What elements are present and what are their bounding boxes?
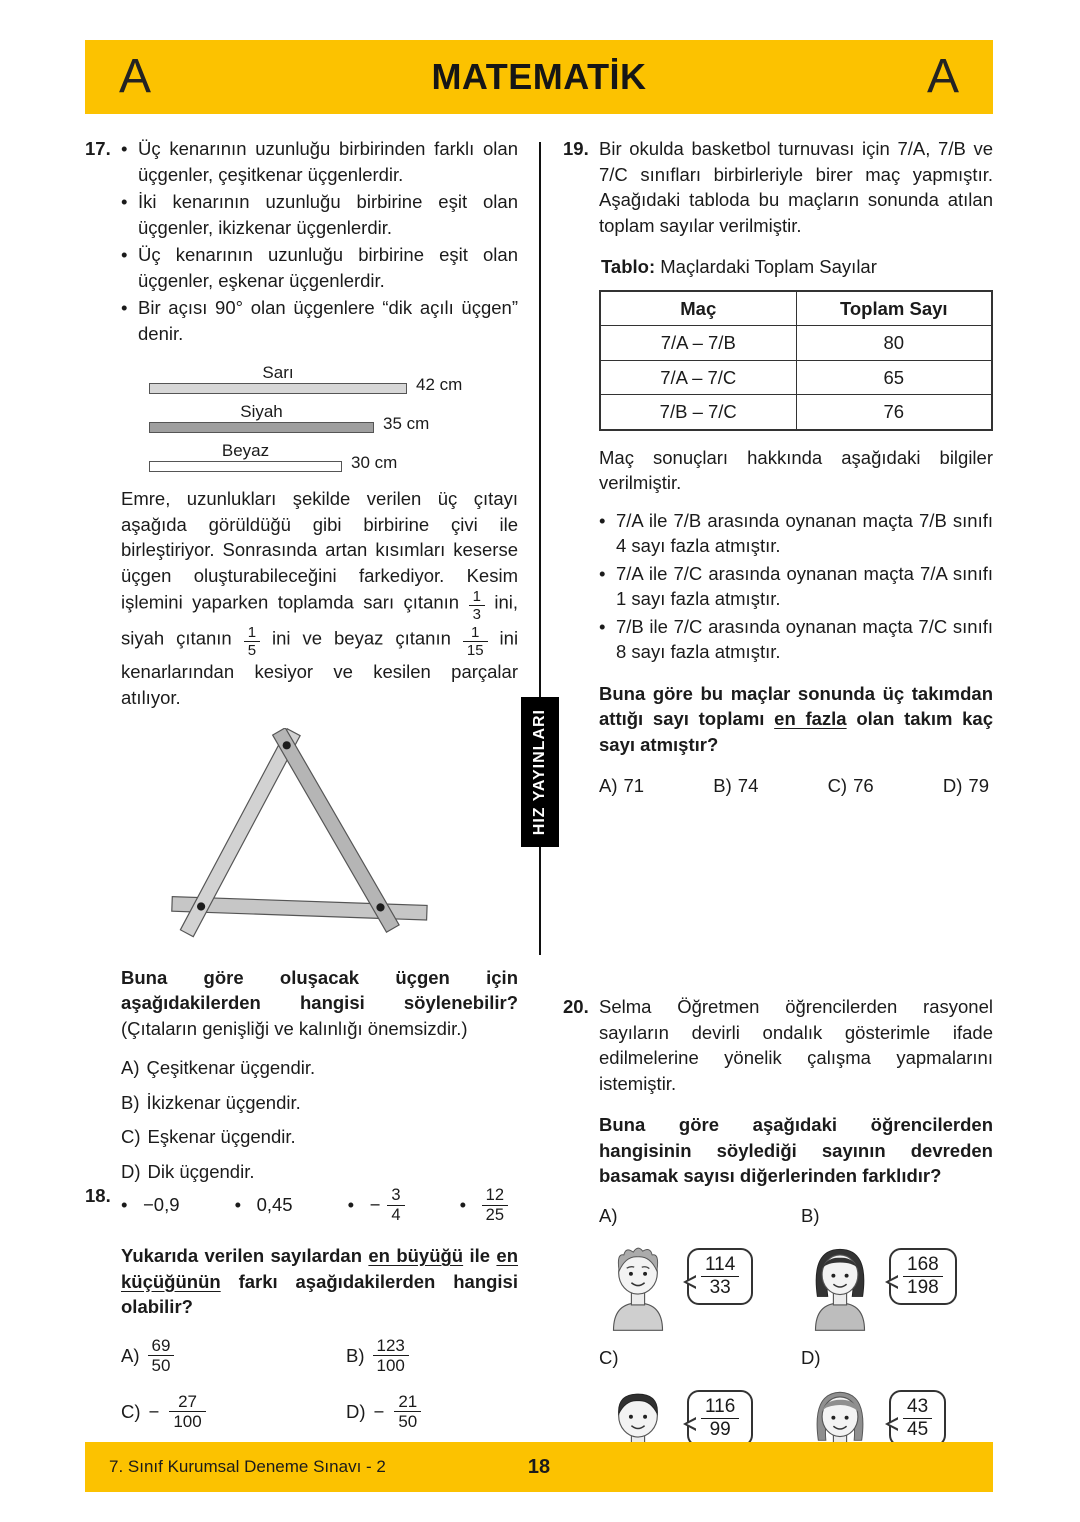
table-header-cell: Maç <box>600 291 796 326</box>
option-19-c <box>828 773 874 799</box>
option-letter: C) <box>121 1400 141 1422</box>
speech-bubble <box>889 1248 957 1305</box>
student-option-b <box>801 1203 993 1331</box>
fraction-one-fifteenth: $\frac{1}{15}$ <box>463 624 488 660</box>
option-19-b <box>713 773 758 799</box>
subject-title: MATEMATİK <box>431 56 647 97</box>
nail-dot-left <box>197 902 205 910</box>
value-text: −0,9 <box>143 1194 180 1216</box>
table-cell: 7/A – 7/B <box>600 326 796 361</box>
bullet-marker: • <box>121 191 128 212</box>
bullet-marker: • <box>234 1194 242 1216</box>
option-text: 74 <box>737 775 759 796</box>
bullet-marker: • <box>121 297 128 318</box>
table-cell: 76 <box>796 395 992 430</box>
option-letter: B) <box>121 1091 140 1113</box>
bullet-marker: • <box>599 562 606 584</box>
underlined-text: en büyüğü <box>368 1245 464 1266</box>
exam-name: 7. Sınıf Kurumsal Deneme Sınavı - 2 <box>109 1457 386 1476</box>
option-text: İkizkenar üçgendir. <box>146 1091 301 1113</box>
question-17 <box>85 136 518 1193</box>
student-avatar-girl-dark-bob-icon <box>807 1243 873 1331</box>
stick-length: 42 cm <box>416 375 463 394</box>
bullet-marker: • <box>121 1194 128 1216</box>
value-item <box>348 1186 405 1225</box>
value-text: 0,45 <box>256 1194 293 1216</box>
fraction: $\frac{69}{50}$ <box>148 1336 175 1376</box>
fraction: $\frac{116}{99}$ <box>701 1396 739 1441</box>
option-19-d <box>943 773 989 799</box>
option-letter: A) <box>599 775 618 796</box>
question-20-text <box>599 1112 993 1189</box>
nail-dot-right <box>376 903 384 911</box>
fraction-one-third: $\frac{1}{3}$ <box>469 588 485 624</box>
minus-sign: − <box>148 1400 160 1422</box>
info-bullet <box>121 242 518 293</box>
triangle-sticks-svg <box>149 728 459 942</box>
stick-label: Beyaz <box>221 441 270 460</box>
option-17-a <box>121 1055 518 1081</box>
option-17-b <box>121 1090 518 1116</box>
question-17-number: 17. <box>85 138 111 159</box>
text-segment: Bir açısı 90° olan üçgenlere “dik açılı üçgen” denir. <box>138 297 518 344</box>
fraction: $\frac{12}{25}$ <box>482 1186 508 1225</box>
fraction: $\frac{168}{198}$ <box>903 1254 943 1299</box>
option-18-d <box>346 1392 518 1432</box>
table-row <box>600 360 992 395</box>
bullet-marker: • <box>459 1194 467 1216</box>
right-column <box>563 136 994 1440</box>
question-18-text <box>121 1243 518 1320</box>
text-segment: farkı aşağıdakilerden hangisi olabilir? <box>121 1270 518 1317</box>
option-letter: C) <box>121 1126 141 1147</box>
info-bullet <box>121 189 518 240</box>
text-segment: Yukarıda verilen sayılardan <box>121 1245 363 1266</box>
question-17-text <box>121 965 518 1042</box>
question-19-text <box>599 681 993 758</box>
table-row <box>600 326 992 361</box>
option-17-c <box>121 1124 518 1150</box>
table-title-label: Tablo: <box>601 256 656 277</box>
underlined-text: en fazla <box>774 708 847 729</box>
fraction-one-fifth: $\frac{1}{5}$ <box>244 624 260 660</box>
match-scores-table <box>599 290 993 431</box>
info-bullet <box>599 614 993 665</box>
question-19-intro: Bir okulda basketbol turnuvası için 7/A, 7/B ve 7/C sınıfları birbirleriyle birer maç yapmıştır. Aşağıdaki tabloda bu maçların sonunda atılan toplam sayılar verilmiştir. <box>599 138 993 236</box>
question-19-subtext: Maç sonuçları hakkında aşağıdaki bilgiler verilmiştir. <box>599 446 993 493</box>
table-row <box>600 395 992 430</box>
question-18-number: 18. <box>85 1185 111 1206</box>
booklet-letter-left: A <box>119 50 152 103</box>
text-segment: olan takım kaç sayı atmıştır? <box>599 708 994 755</box>
option-18-c <box>121 1392 346 1432</box>
question-17-note: (Çıtaların genişliği ve kalınlığı önemsizdir.) <box>121 1017 468 1039</box>
minus-sign: − <box>373 1400 385 1422</box>
table-header-cell: Toplam Sayı <box>796 291 992 326</box>
text-segment: 7/A ile 7/C arasında oynanan maçta 7/A sınıfı 1 sayı fazla atmıştır. <box>616 562 993 609</box>
question-19-number: 19. <box>563 138 589 159</box>
option-letter: B) <box>346 1344 365 1366</box>
value-item <box>235 1192 293 1218</box>
option-18-b <box>346 1336 518 1376</box>
option-letter: D) <box>942 775 963 796</box>
stick-row-siyah <box>149 401 518 433</box>
question-19-bullets <box>599 508 993 665</box>
text-segment: Buna göre aşağıdaki öğrencilerden hangisinin söylediği sayının devreden basamak sayısı diğerlerinden farklıdır? <box>599 1114 993 1186</box>
table-cell: 7/A – 7/C <box>600 360 796 395</box>
text-segment: Üç kenarının uzunluğu birbirinden farklı olan üçgenler, çeşitkenar üçgenlerdir. <box>138 138 518 185</box>
table-cell: 65 <box>796 360 992 395</box>
option-letter: D) <box>121 1160 141 1182</box>
table-cell: 80 <box>796 326 992 361</box>
option-text: 76 <box>853 775 874 796</box>
fraction: $\frac{3}{4}$ <box>387 1186 404 1225</box>
stick-label: Sarı <box>262 363 294 382</box>
option-letter: B) <box>713 775 732 796</box>
info-bullet <box>599 508 993 559</box>
stick-bar-sari <box>149 383 407 394</box>
option-letter: C) <box>827 775 848 796</box>
stick-bar-siyah <box>149 422 374 433</box>
text-segment: ini kenarlarından kesiyor ve kesilen parçalar atılıyor. <box>121 626 519 708</box>
fraction: $\frac{21}{50}$ <box>394 1392 421 1432</box>
publisher-logo-text: HIZ YAYINLARI <box>531 708 548 836</box>
option-letter: D) <box>801 1346 821 1368</box>
booklet-letter-right: A <box>926 50 959 103</box>
minus-sign: − <box>369 1194 381 1216</box>
publisher-logo <box>521 697 559 847</box>
option-18-a <box>121 1336 346 1376</box>
stick-bar-beyaz <box>149 461 342 472</box>
table-title <box>601 254 993 280</box>
text-segment: 7/B ile 7/C arasında oynanan maçta 7/C sınıfı 8 sayı fazla atmıştır. <box>616 615 993 662</box>
nail-dot-top <box>283 741 291 749</box>
bullet-marker: • <box>347 1194 355 1216</box>
text-segment: ini ve beyaz çıtanın <box>272 626 451 648</box>
text-segment: Buna göre oluşacak üçgen için aşağıdakilerden hangisi söylenebilir? <box>121 966 518 1013</box>
triangle-sticks-figure <box>149 728 518 949</box>
bullet-marker: • <box>599 509 606 531</box>
option-text: Eşkenar üçgendir. <box>147 1126 296 1147</box>
fraction: $\frac{114}{33}$ <box>701 1254 739 1299</box>
fraction: $\frac{123}{100}$ <box>373 1336 409 1376</box>
option-letter: A) <box>121 1344 140 1366</box>
student-avatar-boy-light-hair-icon <box>605 1243 671 1331</box>
option-17-d <box>121 1159 518 1185</box>
question-19-options <box>599 773 993 799</box>
table-cell: 7/B – 7/C <box>600 395 796 430</box>
text-segment: Üç kenarının uzunluğu birbirine eşit olan üçgenler, eşkenar üçgenlerdir. <box>138 244 518 291</box>
option-letter: B) <box>801 1204 820 1226</box>
text-segment: 7/A ile 7/B arasında oynanan maçta 7/B sınıfı 4 sayı fazla atmıştır. <box>616 509 993 556</box>
speech-bubble <box>687 1248 753 1305</box>
student-option-a <box>599 1203 791 1331</box>
question-17-paragraph <box>121 486 518 710</box>
info-bullet <box>121 295 518 346</box>
underlined-text: en küçüğünün <box>121 1245 519 1292</box>
bullet-marker: • <box>599 615 606 637</box>
option-19-a <box>599 773 644 799</box>
option-letter: C) <box>599 1346 619 1368</box>
question-20 <box>563 994 993 1473</box>
bullet-marker: • <box>121 138 128 159</box>
speech-bubble <box>687 1390 753 1447</box>
speech-bubble <box>889 1390 946 1447</box>
text-segment: ile <box>469 1245 491 1266</box>
value-item <box>121 1192 180 1218</box>
option-letter: A) <box>121 1057 140 1078</box>
stick-row-sari <box>149 362 518 394</box>
page-header <box>85 40 993 114</box>
text-segment: Buna göre bu maçlar sonunda üç takımdan attığı sayı toplamı <box>599 682 993 729</box>
option-text: Çeşitkenar üçgendir. <box>146 1057 316 1078</box>
text-segment: ini, siyah çıtanın <box>121 591 519 648</box>
question-20-number: 20. <box>563 996 589 1017</box>
page-footer <box>85 1442 993 1492</box>
question-17-options <box>121 1055 518 1184</box>
bullet-marker: • <box>121 244 128 265</box>
fraction: $\frac{27}{100}$ <box>169 1392 205 1432</box>
text-segment: İki kenarının uzunluğu birbirine eşit olan üçgenler, ikizkenar üçgenlerdir. <box>138 191 518 238</box>
stick-label: Siyah <box>240 402 283 421</box>
stick-length: 30 cm <box>351 453 398 472</box>
question-20-options <box>599 1203 993 1473</box>
table-title-text: Maçlardaki Toplam Sayılar <box>660 256 877 277</box>
option-letter: A) <box>599 1204 618 1226</box>
stick-row-beyaz <box>149 440 518 472</box>
info-bullet <box>121 136 518 187</box>
text-segment: Emre, uzunlukları şekilde verilen üç çıtayı aşağıda görüldüğü gibi birbirine çivi ile birleştiriyor. Sonrasında artan kısımları keserse üçgen oluşturabileceğini farkediyor. Kesim işlemini yaparken toplamda sarı çıtanın <box>121 488 518 613</box>
stick-lengths-figure <box>149 362 518 472</box>
question-20-intro: Selma Öğretmen öğrencilerden rasyonel sayıların devirli ondalık gösterimle ifade edilmelerine yönelik çalışma yapmalarını istemiştir. <box>599 996 993 1094</box>
question-18-options <box>121 1336 518 1432</box>
fraction: $\frac{43}{45}$ <box>903 1396 932 1441</box>
left-column <box>85 136 519 1432</box>
option-text: 79 <box>968 775 989 796</box>
question-19 <box>563 136 993 799</box>
table-header-row <box>600 291 992 326</box>
question-18 <box>85 1183 518 1432</box>
value-item <box>460 1186 508 1225</box>
stick-length: 35 cm <box>383 414 430 433</box>
question-18-number-list <box>121 1183 518 1227</box>
option-letter: D) <box>346 1400 366 1422</box>
page-number: 18 <box>527 1455 551 1478</box>
option-text: 71 <box>623 775 645 796</box>
info-bullet <box>599 561 993 612</box>
option-text: Dik üçgendir. <box>147 1160 255 1182</box>
